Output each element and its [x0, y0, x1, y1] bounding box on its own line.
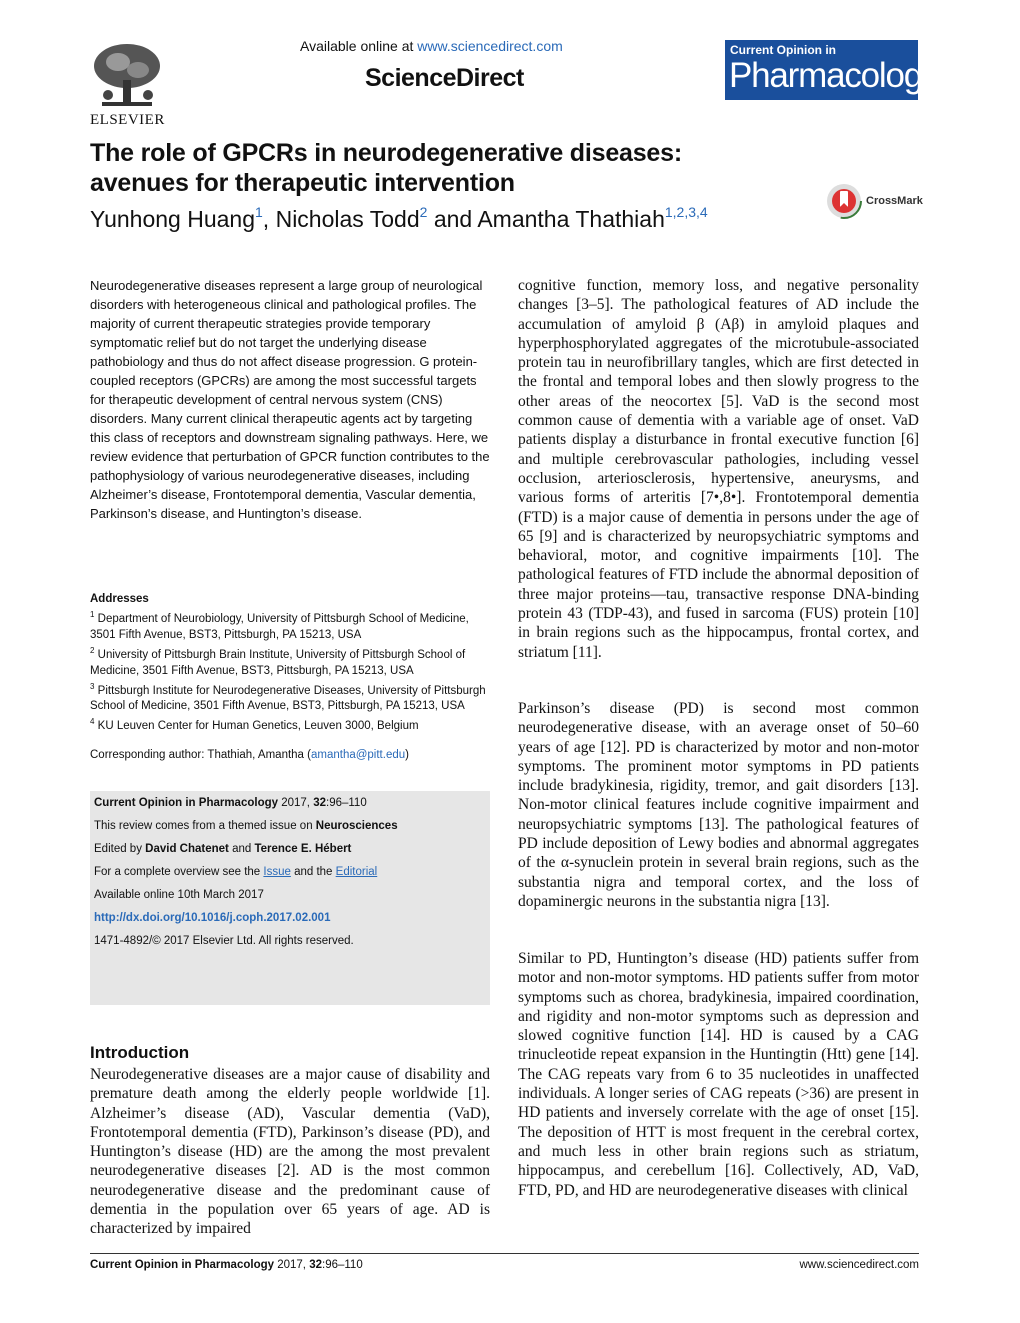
info-overview: For a complete overview see the Issue and the Editorial: [94, 866, 378, 878]
info-copyright: 1471-4892/© 2017 Elsevier Ltd. All rights reserved.: [94, 935, 354, 947]
address-item: $^2$ University of Pittsburgh Brain Institute, University of Pittsburgh School of Medicine, 3501 Fifth Avenue, BST3, Pittsburgh, PA 15213, USA: [90, 645, 466, 677]
author-list: Yunhong Huang$^1$, Nicholas Todd$^2$ and Amantha Thathiah$^{1,2,3,4}$: [90, 204, 708, 232]
article-info-box: [90, 791, 490, 1005]
publisher-name: ELSEVIER: [90, 112, 165, 128]
author-affiliation[interactable]: 2: [419, 204, 428, 220]
doi-link[interactable]: http://dx.doi.org/10.1016/j.coph.2017.02.001: [94, 912, 331, 924]
info-editors: Edited by David Chatenet and Terence E. Hébert: [94, 843, 352, 855]
info-available-date: Available online 10th March 2017: [94, 889, 264, 901]
footer-citation: Current Opinion in Pharmacology 2017, 32:96–110: [90, 1259, 363, 1271]
corresponding-author: Corresponding author: Thathiah, Amantha (amantha@pitt.edu): [90, 749, 409, 761]
author-name: Nicholas Todd: [275, 206, 420, 232]
introduction-heading: Introduction: [90, 1043, 190, 1062]
introduction-text: Neurodegenerative diseases are a major cause of disability and premature death among the elderly people worldwide [1]. Alzheimer’s disease (AD), Vascular dementia (VaD), Frontotemporal dementia (FTD), Parkinson’s disease (PD), and Huntington’s disease (HD) are the among the most prevalent neurodegenerative diseases [2]. AD is the most common neurodegenerative disease and the predominant cause of dementia in the population over 65 years of age. AD is characterized by impaired: [90, 1066, 490, 1238]
body-paragraph: Parkinson’s disease (PD) is second most common neurodegenerative disease, with an average onset of 50–60 years of age [12]. PD is characterized by motor and non-motor symptoms. The prominent motor symptoms in PD patients include bradykinesia, rigidity, tremor, and gait disorders [13]. Non-motor clinical features include cognitive impairment and neuropsychiatric symptoms [13]. The pathological features of PD include deposition of Lewy bodies and abnormal aggregates of the α-synuclein protein in several brain regions, such as the substantia nigra and temporal cortex, and the loss of dopaminergic neurons in the substantia nigra [13].: [518, 700, 919, 910]
author-name: Yunhong Huang: [90, 206, 255, 232]
journal-logo-top: Current Opinion in: [730, 43, 836, 57]
editorial-link[interactable]: Editorial: [335, 866, 378, 878]
abstract: Neurodegenerative diseases represent a large group of neurological disorders with heterogeneous clinical and pathological profiles. The majority of current therapeutic strategies provide temporary symptomatic relief but do not target the underlying disease pathobiology and thus do not affect disease progression. G protein-coupled receptors (GPCRs) are among the most successful targets for therapeutic development of central nervous system (CNS) disorders. Many current clinical therapeutic agents act by targeting this class of receptors and downstream signaling pathways. Here, we review evidence that perturbation of GPCR function contributes to the pathophysiology of various neurodegenerative diseases, including Alzheimer’s disease, Frontotemporal dementia, Vascular dementia, Parkinson’s disease, and Huntington’s disease.: [90, 278, 490, 521]
author-email-link[interactable]: amantha@pitt.edu: [310, 749, 406, 761]
available-online: Available online at www.sciencedirect.com: [300, 38, 563, 54]
info-themed-issue: This review comes from a themed issue on Neurosciences: [94, 820, 398, 832]
journal-logo: [725, 40, 939, 100]
footer-site[interactable]: www.sciencedirect.com: [799, 1259, 919, 1271]
author-affiliation[interactable]: 1,2,3,4: [664, 204, 708, 220]
body-paragraph: cognitive function, memory loss, and negative personality changes [3–5]. The pathological features of AD include the accumulation of amyloid β (Aβ) in amyloid plaques and hyperphosphorylated aggregates of the microtubule-associated protein tau in neurofibrillary tangles, which are first detected in the frontal and temporal lobes and then slowly progress to the other areas of the neocortex [5]. VaD is the second most common cause of dementia with a variable age of onset. VaD patients display a disturbance in frontal executive function [6] and multiple cerebrovascular pathologies, including vessel occlusion, arteriosclerosis, hypertensive, aneurysms, and various forms of arteritis [7•,8•]. Frontotemporal dementia (FTD) is a major cause of dementia in persons under the age of 65 [9] and is characterized by neuropsychiatric symptoms and behavioral, motor, and cognitive impairments [10]. The pathological features of FTD include the abnormal deposition of three major proteins—tau, transactive response DNA-binding protein 43 (TDP-43), and fused in sarcoma (FUS) protein [10] in brain regions such as the hippocampus, frontal cortex, and striatum [11].: [518, 277, 919, 661]
author-affiliation[interactable]: 1: [255, 204, 263, 220]
crossmark-badge[interactable]: [826, 183, 923, 219]
address-item: $^4$ KU Leuven Center for Human Genetics, Leuven 3000, Belgium: [90, 717, 419, 733]
body-paragraph: Similar to PD, Huntington’s disease (HD) patients suffer from motor and non-motor symptoms. HD patients suffer from motor symptoms such as chorea, bradykinesia, impaired coordination, and rigidity and non-motor symptoms such as depression and slowed cognitive function [14]. HD is caused by a CAG trinucleotide repeat expansion in the Huntingtin (Htt) gene [14]. The CAG repeats vary from 6 to 35 nucleotides in unaffected individuals. A longer series of CAG repeats (>36) are present in HD patients and inversely correlate with the age of onset [15]. The deposition of HTT is most frequent in the cerebral cortex, and much less in other brain regions such as striatum, hippocampus, and cerebellum [16]. Collectively, AD, VaD, FTD, PD, and HD are neurodegenerative diseases with clinical: [518, 950, 919, 1199]
address-item: $^1$ Department of Neurobiology, University of Pittsburgh School of Medicine, 3501 Fifth Avenue, BST3, Pittsburgh, PA 15213, USA: [90, 610, 469, 641]
journal-logo-name: Pharmacology: [729, 56, 939, 95]
footer-divider: [90, 1253, 919, 1254]
elsevier-tree-icon: [88, 40, 166, 110]
address-item: $^3$ Pittsburgh Institute for Neurodegenerative Diseases, University of Pittsburgh School of Medicine, 3501 Fifth Avenue, BST3, Pittsburgh, PA 15213, USA: [90, 681, 486, 713]
issue-link[interactable]: Issue: [263, 866, 291, 878]
elsevier-logo: [88, 40, 168, 128]
sciencedirect-wordmark: ScienceDirect: [365, 64, 524, 92]
crossmark-icon: [826, 183, 862, 219]
crossmark-label: CrossMark: [866, 195, 923, 207]
addresses-heading: Addresses: [90, 593, 149, 605]
info-citation: Current Opinion in Pharmacology 2017, 32:96–110: [94, 797, 367, 809]
addresses: [90, 591, 492, 734]
sciencedirect-link[interactable]: www.sciencedirect.com: [417, 38, 563, 54]
article-title: The role of GPCRs in neurodegenerative diseases: avenues for therapeutic intervention: [90, 139, 682, 197]
author-name: Amantha Thathiah: [477, 206, 665, 232]
